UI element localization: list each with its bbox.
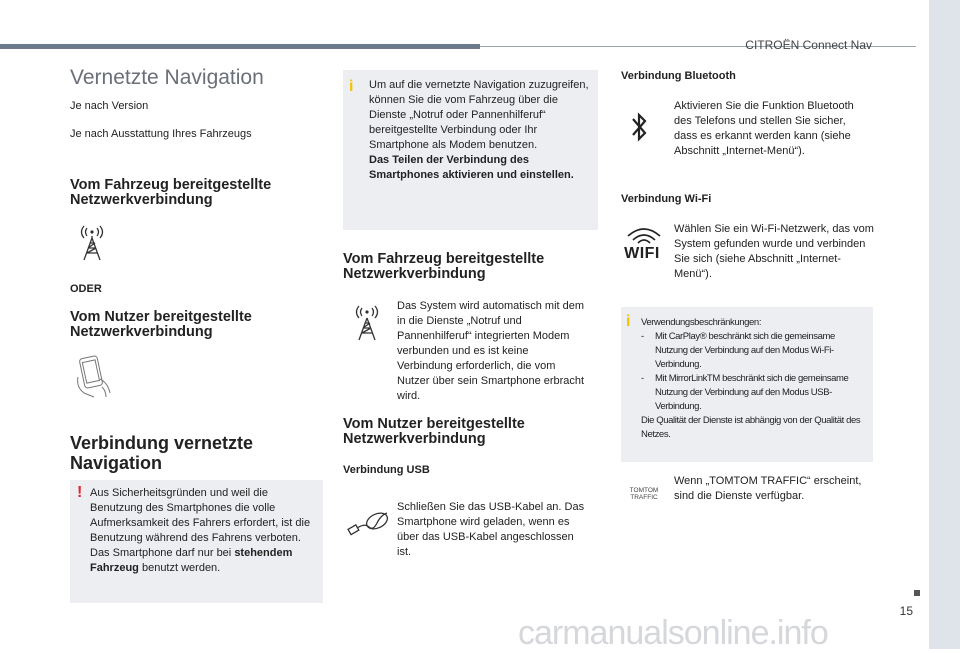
warning-marker-icon: ! xyxy=(77,484,83,501)
smartphone-hand-icon xyxy=(72,353,118,399)
bluetooth-text: Aktivieren Sie die Funktion Bluetooth des Telefons und stellen Sie sicher, dass es erkannt werden kann (siehe Abschnitt „Internet-Menü“). xyxy=(674,100,854,157)
watermark: carmanualsonline.info xyxy=(518,614,828,652)
tomtom-traffic-logo: TOMTOM TRAFFIC xyxy=(629,487,659,501)
restriction-mirrorlink: Mit MirrorLinkTM beschränkt sich die gemeinsame Nutzung der Verbindung auf den Modus USB-Verbindung. xyxy=(655,373,849,412)
wifi-label: Verbindung Wi-Fi xyxy=(621,193,712,205)
bluetooth-label: Verbindung Bluetooth xyxy=(621,70,736,82)
vehicle-connection-heading: Vom Fahrzeug bereitgestellte Netzwerkverbindung xyxy=(70,177,272,208)
info-marker-icon: i xyxy=(349,78,354,95)
wifi-icon xyxy=(620,226,664,263)
warning-box xyxy=(70,480,323,603)
restrictions-note: Die Qualität der Dienste ist abhängig von der Qualität des Netzes. xyxy=(641,415,861,440)
info-text xyxy=(369,78,594,183)
wifi-icon-text: WIFI xyxy=(624,245,660,262)
connected-nav-heading: Verbindung vernetzte Navigation xyxy=(70,433,254,473)
brand-header: CITROËN Connect Nav xyxy=(745,38,872,52)
user-connection-heading-2: Vom Nutzer bereitgestellte Netzwerkverbindung xyxy=(343,416,525,447)
equipment-note: Je nach Ausstattung Ihres Fahrzeugs xyxy=(70,128,252,140)
page-title: Vernetzte Navigation xyxy=(70,66,264,89)
usb-text: Schließen Sie das USB-Kabel an. Das Smartphone wird geladen, wenn es über das USB-Kabel angeschlossen ist. xyxy=(397,501,585,558)
tomtom-text: Wenn „TOMTOM TRAFFIC“ erscheint, sind die Dienste verfügbar. xyxy=(674,475,862,502)
restriction-carplay: Mit CarPlay® beschränkt sich die gemeinsame Nutzung der Verbindung auf den Modus Wi-Fi-Verbindung. xyxy=(655,331,835,370)
page-number: 15 xyxy=(899,604,913,618)
vehicle-connection-heading-2: Vom Fahrzeug bereitgestellte Netzwerkverbindung xyxy=(343,251,545,282)
usb-label: Verbindung USB xyxy=(343,464,430,476)
header-rule-thick xyxy=(0,44,480,49)
warning-text-main: Aus Sicherheitsgründen und weil die Benutzung des Smartphones die volle Aufmerksamkeit des Fahrers erfordert, ist die Benutzung während des Fahrens verboten. xyxy=(90,487,311,544)
info-text-bold: Das Teilen der Verbindung des Smartphones aktivieren und einstellen. xyxy=(369,154,574,181)
restrictions-box xyxy=(621,307,873,462)
warning-text-part: Das Smartphone darf nur bei xyxy=(90,547,235,559)
user-connection-heading: Vom Nutzer bereitgestellte Netzwerkverbindung xyxy=(70,309,252,340)
restrictions-text: Verwendungsbeschränkungen: - Mit CarPlay® beschränkt sich die gemeinsame Nutzung der Verbindung auf den Modus Wi-Fi-Verbindung. - Mit MirrorLinkTM beschränkt sich die gemeinsame Nutzung der Verbindung auf den Modus USB-Verbindung. Die Qualität der Dienste ist abhängig von der Qualität des Netzes. xyxy=(641,316,869,442)
restrictions-marker-icon: i xyxy=(626,313,631,330)
page-end-marker xyxy=(914,590,920,596)
wifi-text: Wählen Sie ein Wi-Fi-Netzwerk, das vom System gefunden wurde und verbinden Sie sich (siehe Abschnitt „Internet-Menü“). xyxy=(674,223,874,280)
version-note: Je nach Version xyxy=(70,100,149,112)
info-box xyxy=(343,70,598,230)
antenna-icon-2 xyxy=(349,304,385,342)
vehicle-connection-text: Das System wird automatisch mit dem in die Dienste „Notruf und Pannenhilferuf“ integrierten Modem verbunden und es ist keine Verbindung erforderlich, die vom Nutzer über sein Smartphone erbracht wird. xyxy=(397,300,585,402)
restrictions-title: Verwendungsbeschränkungen: xyxy=(641,317,762,328)
bluetooth-icon xyxy=(630,110,648,144)
info-text-main: Um auf die vernetzte Navigation zuzugreifen, können Sie die vom Fahrzeug über die Dienste „Notruf oder Pannenhilferuf“ bereitgestellte Verbindung oder Ihr Smartphone als Modem benutzen. xyxy=(369,79,589,151)
antenna-icon xyxy=(74,224,110,262)
warning-text-end: benutzt werden. xyxy=(138,562,221,574)
warning-text xyxy=(90,486,320,576)
warning-text-bold: stehendem Fahrzeug xyxy=(90,547,293,574)
oder-label: ODER xyxy=(70,283,102,295)
page-edge-strip xyxy=(929,0,960,649)
usb-cable-icon xyxy=(347,503,391,543)
